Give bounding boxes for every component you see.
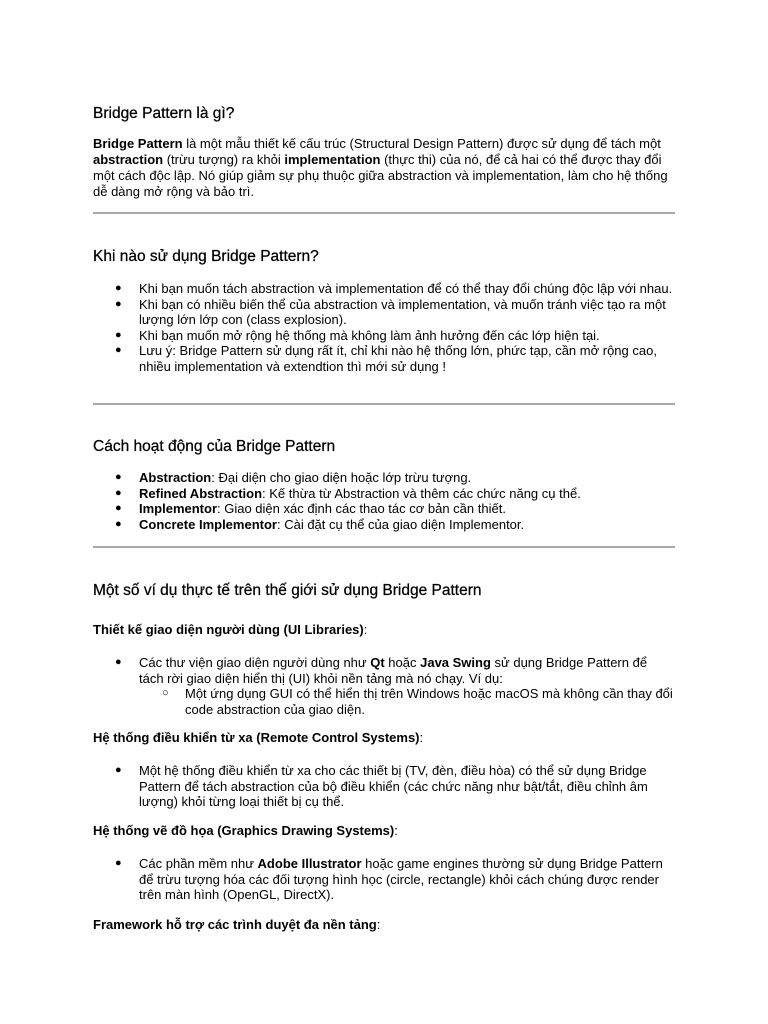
- bullet-icon: ●: [115, 656, 122, 668]
- example-label-graphics: Hệ thống vẽ đồ họa (Graphics Drawing Systems):: [93, 823, 398, 838]
- bullet-icon: ●: [115, 486, 122, 499]
- bullet-icon: ●: [115, 471, 122, 483]
- divider: [93, 403, 675, 405]
- bullet-icon: ●: [115, 282, 122, 294]
- heading-when-to-use: Khi nào sử dụng Bridge Pattern?: [93, 248, 319, 265]
- bullet-icon: ●: [115, 328, 122, 341]
- remote-control-list: [93, 763, 675, 810]
- term-implementation: implementation: [284, 152, 381, 167]
- divider: [93, 212, 675, 214]
- bullet-icon: ●: [115, 502, 122, 514]
- example-label-remote-control: Hệ thống điều khiển từ xa (Remote Control Systems):: [93, 730, 424, 745]
- bullet-icon: ●: [115, 764, 122, 776]
- bullet-icon: ●: [115, 297, 122, 310]
- example-label-ui-libraries: Thiết kế giao diện người dùng (UI Libraries):: [93, 622, 368, 637]
- when-to-use-list: [93, 281, 675, 374]
- example-label-framework: Framework hỗ trợ các trình duyệt đa nền tảng:: [93, 917, 381, 932]
- sub-list-item: ○ Một ứng dụng GUI có thể hiển thị trên Windows hoặc macOS mà không cần thay đổi code abstraction của giao diện.: [162, 686, 673, 717]
- ui-libraries-list: [93, 655, 675, 717]
- term-abstraction: abstraction: [93, 152, 164, 167]
- term-bridge-pattern: Bridge Pattern: [93, 136, 183, 151]
- heading-what-is-bridge: Bridge Pattern là gì?: [93, 105, 235, 122]
- list-item: ● Refined Abstraction: Kế thừa từ Abstraction và thêm các chức năng cụ thể.: [115, 485, 581, 501]
- bullet-icon: ●: [115, 857, 122, 869]
- list-item: ● Một hệ thống điều khiển từ xa cho các thiết bị (TV, đèn, điều hòa) có thể sử dụng Bridge Pattern để tách abstraction của bộ điều khiển (các chức năng như bật/tắt, điều chỉnh âm lượng) khỏi từng loại thiết bị cụ thể.: [115, 763, 648, 809]
- bullet-icon: ●: [115, 344, 122, 356]
- ui-libraries-sub-list: [139, 686, 675, 717]
- list-item: ● Lưu ý: Bridge Pattern sử dụng rất ít, chỉ khi nào hệ thống lớn, phức tạp, cần mở rộng cao, nhiều implementation và extendtion thì mới sử dụng !: [115, 343, 657, 374]
- bullet-icon: ●: [115, 517, 122, 530]
- graphics-list: [93, 856, 675, 903]
- heading-how-it-works: Cách hoạt động của Bridge Pattern: [93, 438, 336, 455]
- how-it-works-list: [93, 470, 675, 532]
- list-item: ● Khi bạn có nhiều biến thể của abstraction và implementation, và muốn tránh việc tạo ra một lượng lớn lớp con (class explosion).: [115, 296, 666, 327]
- divider: [93, 546, 675, 548]
- list-item: ● Khi bạn muốn mở rộng hệ thống mà không làm ảnh hưởng đến các lớp hiện tại.: [115, 327, 600, 343]
- list-item: ● Các phần mềm như Adobe Illustrator hoặc game engines thường sử dụng Bridge Pattern để trừu tượng hóa các đối tượng hình học (circle, rectangle) khỏi cách chúng được render trên màn hình (OpenGL, DirectX).: [115, 856, 663, 902]
- list-item: ● Các thư viện giao diện người dùng như Qt hoặc Java Swing sử dụng Bridge Pattern để tách rời giao diện hiển thị (UI) khỏi nền tảng mà nó chạy. Ví dụ: ○ Một ứng dụng GUI có thể hiển thị trên Windows hoặc macOS mà không cần thay đổi code abstraction của giao diện.: [93, 655, 675, 717]
- list-item: ● Implementor: Giao diện xác định các thao tác cơ bản cần thiết.: [115, 501, 506, 516]
- list-item: ● Concrete Implementor: Cài đặt cụ thể của giao diện Implementor.: [115, 516, 525, 532]
- heading-real-world-examples: Một số ví dụ thực tế trên thế giới sử dụng Bridge Pattern: [93, 582, 482, 599]
- hollow-bullet-icon: ○: [162, 687, 169, 699]
- list-item: ● Abstraction: Đại diện cho giao diện hoặc lớp trừu tượng.: [115, 470, 472, 485]
- list-item: ● Khi bạn muốn tách abstraction và implementation để có thể thay đổi chúng độc lập với nhau.: [115, 281, 673, 296]
- intro-paragraph: Bridge Pattern là một mẫu thiết kế cấu trúc (Structural Design Pattern) được sử dụng để tách một abstraction (trừu tượng) ra khỏi implementation (thực thi) của nó, để cả hai có thể được thay đổi một cách độc lập. Nó giúp giảm sự phụ thuộc giữa abstraction và implementation, làm cho hệ thống dễ dàng mở rộng và bảo trì.: [93, 136, 668, 199]
